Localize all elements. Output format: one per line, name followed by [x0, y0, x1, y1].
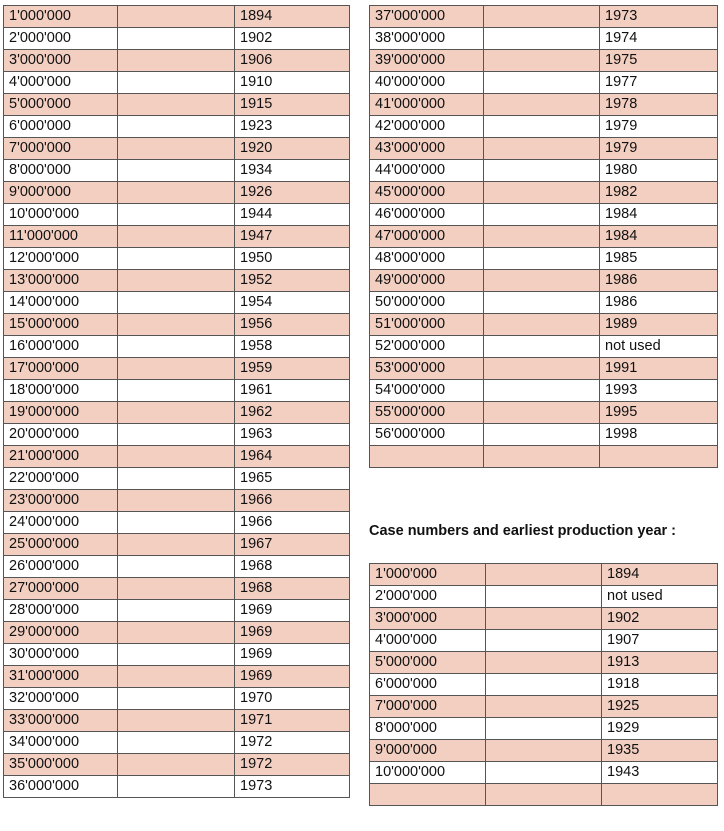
year-cell: 1982	[600, 182, 718, 204]
year-cell: 1979	[600, 116, 718, 138]
serial-number-cell: 17'000'000	[4, 358, 118, 380]
table-row	[370, 674, 718, 696]
year-cell: 1970	[235, 688, 350, 710]
table-row	[370, 652, 718, 674]
serial-number-cell: 32'000'000	[4, 688, 118, 710]
year-cell: 1910	[235, 72, 350, 94]
serial-number-cell: 5'000'000	[4, 94, 118, 116]
year-cell: 1958	[235, 336, 350, 358]
year-cell: 1906	[235, 50, 350, 72]
blank-cell	[118, 622, 235, 644]
year-cell: 1920	[235, 138, 350, 160]
year-cell: 1956	[235, 314, 350, 336]
serial-number-cell: 56'000'000	[370, 424, 484, 446]
serial-number-cell: 4'000'000	[4, 72, 118, 94]
blank-cell	[118, 182, 235, 204]
blank-cell	[484, 160, 600, 182]
blank-cell	[118, 380, 235, 402]
year-cell: 1984	[600, 204, 718, 226]
table-row	[370, 292, 718, 314]
blank-cell	[118, 446, 235, 468]
year-cell: 1975	[600, 50, 718, 72]
blank-cell	[118, 248, 235, 270]
serial-number-cell: 53'000'000	[370, 358, 484, 380]
blank-cell	[118, 534, 235, 556]
table-row	[4, 248, 350, 270]
table-row	[370, 204, 718, 226]
serial-number-cell: 28'000'000	[4, 600, 118, 622]
year-cell: 1986	[600, 270, 718, 292]
year-cell: 1973	[600, 6, 718, 28]
blank-cell	[484, 380, 600, 402]
table-row	[4, 534, 350, 556]
blank-cell	[118, 226, 235, 248]
table-row	[4, 424, 350, 446]
year-cell: 1979	[600, 138, 718, 160]
blank-cell	[486, 608, 602, 630]
blank-cell	[484, 50, 600, 72]
year-cell: 1966	[235, 512, 350, 534]
blank-cell	[486, 564, 602, 586]
blank-cell	[118, 336, 235, 358]
table-row	[4, 336, 350, 358]
year-cell: 1943	[602, 762, 718, 784]
serial-number-cell: 5'000'000	[370, 652, 486, 674]
table-row	[370, 28, 718, 50]
serial-number-cell: 30'000'000	[4, 644, 118, 666]
blank-cell	[118, 72, 235, 94]
blank-cell	[118, 666, 235, 688]
serial-number-cell: 50'000'000	[370, 292, 484, 314]
year-cell: 1969	[235, 600, 350, 622]
blank-cell	[118, 490, 235, 512]
blank-cell	[118, 688, 235, 710]
blank-cell	[486, 696, 602, 718]
serial-number-cell: 45'000'000	[370, 182, 484, 204]
table-row	[370, 762, 718, 784]
table-row	[4, 6, 350, 28]
blank-cell	[484, 28, 600, 50]
table-row	[4, 776, 350, 798]
blank-cell	[118, 402, 235, 424]
blank-cell	[486, 652, 602, 674]
serial-number-cell: 23'000'000	[4, 490, 118, 512]
year-cell: 1969	[235, 644, 350, 666]
table-row	[4, 72, 350, 94]
serial-number-cell: 1'000'000	[370, 564, 486, 586]
table-row	[370, 138, 718, 160]
year-cell: 1998	[600, 424, 718, 446]
year-cell: 1977	[600, 72, 718, 94]
year-cell: 1923	[235, 116, 350, 138]
serial-number-cell: 55'000'000	[370, 402, 484, 424]
table-row	[370, 586, 718, 608]
blank-cell	[118, 94, 235, 116]
serial-number-cell: 31'000'000	[4, 666, 118, 688]
year-cell: 1902	[235, 28, 350, 50]
year-cell: 1993	[600, 380, 718, 402]
table-row	[4, 292, 350, 314]
year-cell: 1950	[235, 248, 350, 270]
year-cell: 1978	[600, 94, 718, 116]
serial-number-cell: 4'000'000	[370, 630, 486, 652]
year-cell: 1894	[602, 564, 718, 586]
table-row	[4, 50, 350, 72]
year-cell: 1935	[602, 740, 718, 762]
blank-cell	[118, 204, 235, 226]
table-row	[370, 248, 718, 270]
blank-cell	[118, 754, 235, 776]
table-row	[370, 358, 718, 380]
blank-cell	[118, 160, 235, 182]
blank-cell	[118, 776, 235, 798]
serial-number-cell: 7'000'000	[4, 138, 118, 160]
serial-number-cell: 47'000'000	[370, 226, 484, 248]
serial-number-cell: 34'000'000	[4, 732, 118, 754]
year-cell: 1954	[235, 292, 350, 314]
table-row	[4, 754, 350, 776]
blank-cell	[486, 740, 602, 762]
serial-number-cell: 51'000'000	[370, 314, 484, 336]
blank-cell	[484, 314, 600, 336]
table-row	[370, 446, 718, 468]
table-row	[370, 270, 718, 292]
table-row	[370, 314, 718, 336]
blank-cell	[118, 50, 235, 72]
table-row	[4, 446, 350, 468]
blank-cell	[486, 762, 602, 784]
serial-number-cell: 52'000'000	[370, 336, 484, 358]
case-table-caption: Case numbers and earliest production year :	[369, 523, 677, 539]
serial-number-cell: 9'000'000	[370, 740, 486, 762]
table-row	[370, 336, 718, 358]
serial-number-cell: 46'000'000	[370, 204, 484, 226]
serial-number-cell: 13'000'000	[4, 270, 118, 292]
year-cell: 1902	[602, 608, 718, 630]
serial-number-cell: 36'000'000	[4, 776, 118, 798]
serial-number-cell: 29'000'000	[4, 622, 118, 644]
table-row	[370, 72, 718, 94]
serial-number-cell: 24'000'000	[4, 512, 118, 534]
blank-cell	[118, 116, 235, 138]
year-cell: 1991	[600, 358, 718, 380]
blank-cell	[484, 116, 600, 138]
table-row	[4, 710, 350, 732]
table-row	[4, 490, 350, 512]
serial-number-cell	[370, 784, 486, 806]
year-cell: 1968	[235, 578, 350, 600]
table-row	[4, 116, 350, 138]
serial-number-cell: 2'000'000	[370, 586, 486, 608]
blank-cell	[486, 586, 602, 608]
year-cell: 1918	[602, 674, 718, 696]
serial-number-cell: 35'000'000	[4, 754, 118, 776]
serial-number-cell: 33'000'000	[4, 710, 118, 732]
year-cell: 1969	[235, 666, 350, 688]
serial-number-cell: 11'000'000	[4, 226, 118, 248]
year-cell: 1966	[235, 490, 350, 512]
serial-number-cell: 54'000'000	[370, 380, 484, 402]
blank-cell	[484, 94, 600, 116]
table-row	[370, 784, 718, 806]
table-row	[4, 380, 350, 402]
serial-number-cell: 15'000'000	[4, 314, 118, 336]
table-row	[370, 226, 718, 248]
year-cell: 1968	[235, 556, 350, 578]
serial-number-cell: 20'000'000	[4, 424, 118, 446]
blank-cell	[484, 424, 600, 446]
blank-cell	[486, 630, 602, 652]
serial-number-cell: 10'000'000	[370, 762, 486, 784]
table-row	[370, 160, 718, 182]
blank-cell	[118, 138, 235, 160]
table-row	[370, 718, 718, 740]
serial-number-cell: 49'000'000	[370, 270, 484, 292]
serial-number-cell: 16'000'000	[4, 336, 118, 358]
blank-cell	[484, 248, 600, 270]
blank-cell	[118, 710, 235, 732]
table-row	[370, 94, 718, 116]
serial-number-cell: 22'000'000	[4, 468, 118, 490]
year-cell: 1985	[600, 248, 718, 270]
year-cell: 1989	[600, 314, 718, 336]
blank-cell	[484, 336, 600, 358]
year-cell: 1967	[235, 534, 350, 556]
year-cell: 1961	[235, 380, 350, 402]
year-cell: 1963	[235, 424, 350, 446]
table-row	[370, 740, 718, 762]
serial-number-cell: 14'000'000	[4, 292, 118, 314]
serial-number-cell: 44'000'000	[370, 160, 484, 182]
serial-number-cell: 2'000'000	[4, 28, 118, 50]
table-row	[4, 182, 350, 204]
blank-cell	[118, 512, 235, 534]
blank-cell	[484, 182, 600, 204]
table-row	[370, 182, 718, 204]
table-row	[370, 630, 718, 652]
year-cell	[600, 446, 718, 468]
serial-number-cell: 48'000'000	[370, 248, 484, 270]
table-row	[4, 512, 350, 534]
blank-cell	[118, 358, 235, 380]
blank-cell	[484, 204, 600, 226]
blank-cell	[484, 292, 600, 314]
year-cell: 1925	[602, 696, 718, 718]
year-cell: 1984	[600, 226, 718, 248]
table-row	[4, 732, 350, 754]
year-cell: 1929	[602, 718, 718, 740]
blank-cell	[484, 270, 600, 292]
year-cell: 1894	[235, 6, 350, 28]
serial-number-cell: 10'000'000	[4, 204, 118, 226]
blank-cell	[486, 784, 602, 806]
year-cell: 1986	[600, 292, 718, 314]
blank-cell	[484, 138, 600, 160]
serial-year-table-left	[3, 5, 350, 798]
table-row	[4, 644, 350, 666]
table-row	[4, 688, 350, 710]
serial-number-cell: 26'000'000	[4, 556, 118, 578]
serial-number-cell: 3'000'000	[4, 50, 118, 72]
serial-number-cell: 1'000'000	[4, 6, 118, 28]
year-cell: 1915	[235, 94, 350, 116]
blank-cell	[118, 468, 235, 490]
table-row	[4, 226, 350, 248]
serial-number-cell	[370, 446, 484, 468]
blank-cell	[118, 424, 235, 446]
serial-year-table-right	[369, 5, 718, 468]
year-cell: 1973	[235, 776, 350, 798]
table-row	[4, 578, 350, 600]
blank-cell	[118, 578, 235, 600]
blank-cell	[118, 600, 235, 622]
serial-number-cell: 25'000'000	[4, 534, 118, 556]
serial-number-cell: 8'000'000	[370, 718, 486, 740]
year-cell: 1934	[235, 160, 350, 182]
serial-number-cell: 3'000'000	[370, 608, 486, 630]
table-row	[4, 270, 350, 292]
blank-cell	[484, 72, 600, 94]
blank-cell	[484, 358, 600, 380]
year-cell: 1947	[235, 226, 350, 248]
year-cell: 1980	[600, 160, 718, 182]
blank-cell	[118, 28, 235, 50]
year-cell: 1964	[235, 446, 350, 468]
table-row	[4, 160, 350, 182]
case-number-table	[369, 563, 718, 806]
serial-number-cell: 6'000'000	[4, 116, 118, 138]
table-row	[4, 600, 350, 622]
blank-cell	[118, 314, 235, 336]
blank-cell	[118, 6, 235, 28]
table-row	[370, 696, 718, 718]
blank-cell	[484, 446, 600, 468]
table-row	[4, 468, 350, 490]
blank-cell	[118, 292, 235, 314]
year-cell: 1959	[235, 358, 350, 380]
serial-number-cell: 9'000'000	[4, 182, 118, 204]
table-row	[370, 50, 718, 72]
table-row	[4, 204, 350, 226]
table-row	[4, 314, 350, 336]
serial-number-cell: 41'000'000	[370, 94, 484, 116]
year-cell: 1926	[235, 182, 350, 204]
serial-number-cell: 40'000'000	[370, 72, 484, 94]
year-cell: 1952	[235, 270, 350, 292]
serial-number-cell: 7'000'000	[370, 696, 486, 718]
serial-number-cell: 19'000'000	[4, 402, 118, 424]
table-row	[370, 116, 718, 138]
year-cell: 1907	[602, 630, 718, 652]
year-cell: 1974	[600, 28, 718, 50]
year-cell: 1962	[235, 402, 350, 424]
table-row	[370, 6, 718, 28]
table-row	[370, 564, 718, 586]
blank-cell	[486, 718, 602, 740]
blank-cell	[484, 226, 600, 248]
blank-cell	[486, 674, 602, 696]
year-cell: 1972	[235, 732, 350, 754]
blank-cell	[118, 556, 235, 578]
serial-number-cell: 6'000'000	[370, 674, 486, 696]
table-row	[4, 358, 350, 380]
serial-number-cell: 43'000'000	[370, 138, 484, 160]
year-cell: 1965	[235, 468, 350, 490]
year-cell	[602, 784, 718, 806]
year-cell: 1969	[235, 622, 350, 644]
serial-number-cell: 12'000'000	[4, 248, 118, 270]
serial-number-cell: 37'000'000	[370, 6, 484, 28]
year-cell: 1995	[600, 402, 718, 424]
table-row	[4, 138, 350, 160]
year-cell: not used	[602, 586, 718, 608]
table-row	[4, 666, 350, 688]
blank-cell	[118, 270, 235, 292]
table-row	[370, 608, 718, 630]
serial-number-cell: 42'000'000	[370, 116, 484, 138]
serial-number-cell: 18'000'000	[4, 380, 118, 402]
year-cell: 1971	[235, 710, 350, 732]
blank-cell	[118, 732, 235, 754]
blank-cell	[484, 402, 600, 424]
serial-number-cell: 39'000'000	[370, 50, 484, 72]
table-row	[4, 28, 350, 50]
table-row	[4, 402, 350, 424]
serial-number-cell: 27'000'000	[4, 578, 118, 600]
year-cell: 1972	[235, 754, 350, 776]
blank-cell	[484, 6, 600, 28]
table-row	[4, 94, 350, 116]
table-row	[370, 402, 718, 424]
table-row	[4, 622, 350, 644]
year-cell: not used	[600, 336, 718, 358]
year-cell: 1913	[602, 652, 718, 674]
blank-cell	[118, 644, 235, 666]
serial-number-cell: 8'000'000	[4, 160, 118, 182]
serial-number-cell: 38'000'000	[370, 28, 484, 50]
table-row	[4, 556, 350, 578]
serial-number-cell: 21'000'000	[4, 446, 118, 468]
table-row	[370, 424, 718, 446]
year-cell: 1944	[235, 204, 350, 226]
table-row	[370, 380, 718, 402]
